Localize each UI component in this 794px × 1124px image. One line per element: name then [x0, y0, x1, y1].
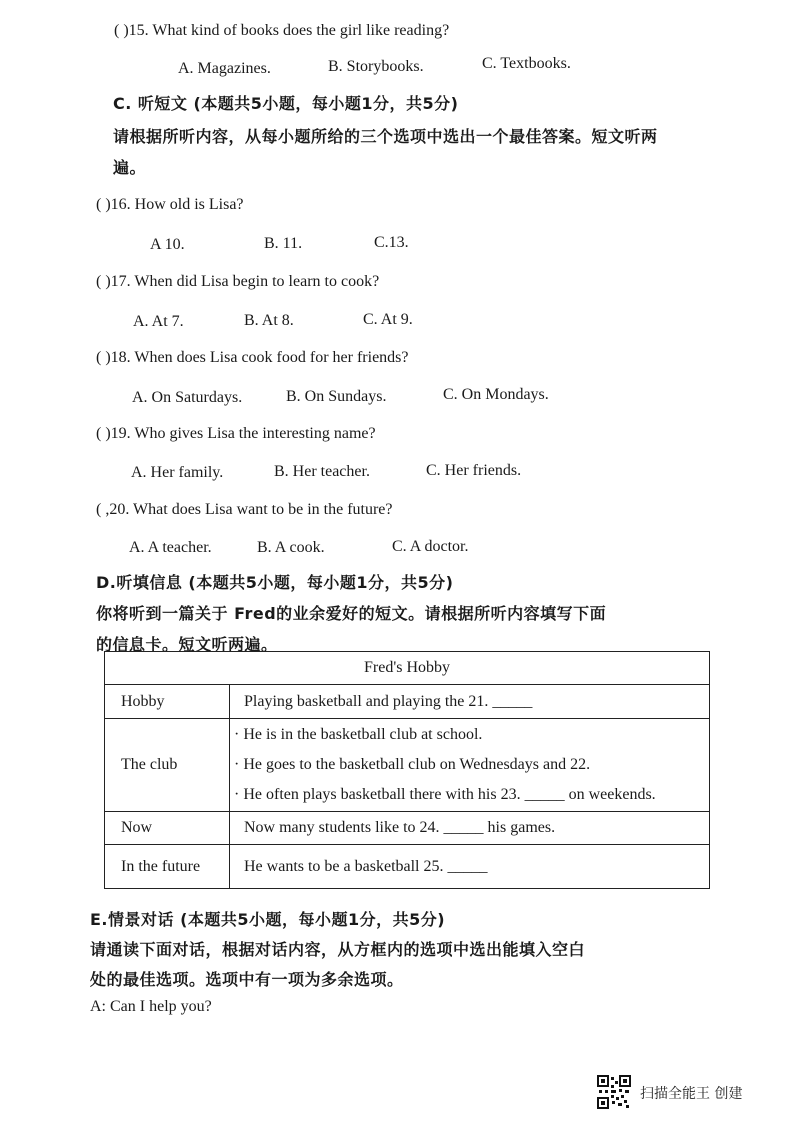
option-a: A. Magazines.: [178, 60, 271, 77]
question-20: [96, 501, 393, 519]
answer-paren: ( ,: [96, 501, 110, 518]
option-b: B. On Sundays.: [286, 388, 387, 405]
option-b: B. Storybooks.: [328, 58, 424, 75]
option-b: B. 11.: [264, 235, 303, 252]
answer-paren: ( ): [114, 22, 129, 39]
option-a: A. Her family.: [131, 464, 224, 481]
answer-paren: ( ): [96, 425, 111, 442]
row-value-club: [230, 719, 710, 812]
scanner-watermark: 扫描全能王 创建: [640, 1086, 743, 1102]
option-a: A. At 7.: [133, 313, 184, 330]
answer-paren: ( ): [96, 273, 111, 290]
section-d-heading: D.听填信息 (本题共5小题，每小题1分，共5分): [96, 573, 454, 592]
option-c: C. Textbooks.: [482, 55, 571, 72]
question-text: 18. When does Lisa cook food for her friends?: [110, 349, 409, 366]
answer-paren: ( ): [96, 349, 111, 366]
option-b: B. A cook.: [257, 539, 325, 556]
table-row: [105, 812, 710, 845]
section-e-instruction: 请通读下面对话，根据对话内容，从方框内的选项中选出能填入空白: [90, 940, 586, 959]
option-a: A. A teacher.: [129, 539, 212, 556]
question-15: [114, 22, 449, 40]
answer-paren: ( ): [96, 196, 111, 213]
question-17: [96, 273, 379, 291]
option-a: A. On Saturdays.: [132, 389, 243, 406]
option-c: C.13.: [374, 234, 409, 251]
table-row: [105, 845, 710, 889]
section-c-instruction: 请根据所听内容，从每小题所给的三个选项中选出一个最佳答案。短文听两: [113, 127, 658, 146]
section-e-instruction-cont: 处的最佳选项。选项中有一项为多余选项。: [90, 970, 404, 989]
row-value-hobby: Playing basketball and playing the 21. _____: [230, 685, 710, 719]
section-c-heading: C. 听短文 (本题共5小题，每小题1分，共5分): [113, 94, 459, 113]
row-label-future: In the future: [105, 845, 230, 889]
dialogue-line: A: Can I help you?: [90, 998, 212, 1015]
option-c: C. Her friends.: [426, 462, 522, 479]
table-row: [105, 719, 710, 812]
question-text: 16. How old is Lisa?: [110, 196, 244, 213]
question-18: [96, 349, 409, 367]
question-16: [96, 196, 244, 214]
info-card-table: [104, 651, 710, 889]
option-c: C. A doctor.: [392, 538, 469, 555]
section-d-instruction: 你将听到一篇关于 Fred的业余爱好的短文。请根据所听内容填写下面: [96, 604, 607, 623]
row-label-now: Now: [105, 812, 230, 845]
qr-code-icon: [597, 1075, 631, 1109]
question-text: 15. What kind of books does the girl like reading?: [128, 22, 450, 39]
section-e-heading: E.情景对话 (本题共5小题，每小题1分，共5分): [90, 910, 446, 929]
row-value-future: He wants to be a basketball 25. _____: [230, 845, 710, 889]
question-19: [96, 425, 376, 443]
question-text: 20. What does Lisa want to be in the future?: [109, 501, 393, 518]
row-value-now: Now many students like to 24. _____ his games.: [230, 812, 710, 845]
club-line: · He often plays basketball there with his 23. _____ on weekends.: [234, 786, 656, 803]
club-line: · He is in the basketball club at school.: [234, 726, 483, 743]
question-text: 17. When did Lisa begin to learn to cook?: [110, 273, 380, 290]
option-a: A 10.: [150, 236, 185, 253]
option-b: B. Her teacher.: [274, 463, 370, 480]
club-line: · He goes to the basketball club on Wednesdays and 22.: [234, 756, 591, 773]
row-label-club: The club: [105, 719, 230, 812]
question-text: 19. Who gives Lisa the interesting name?: [110, 425, 376, 442]
table-row: [105, 685, 710, 719]
option-c: C. On Mondays.: [443, 386, 549, 403]
option-c: C. At 9.: [363, 311, 413, 328]
section-d-instruction-cont: 的信息卡。短文听两遍。: [96, 635, 278, 654]
table-title: Fred's Hobby: [105, 652, 710, 685]
option-b: B. At 8.: [244, 312, 294, 329]
section-c-instruction-cont: 遍。: [113, 158, 147, 177]
row-label-hobby: Hobby: [105, 685, 230, 719]
